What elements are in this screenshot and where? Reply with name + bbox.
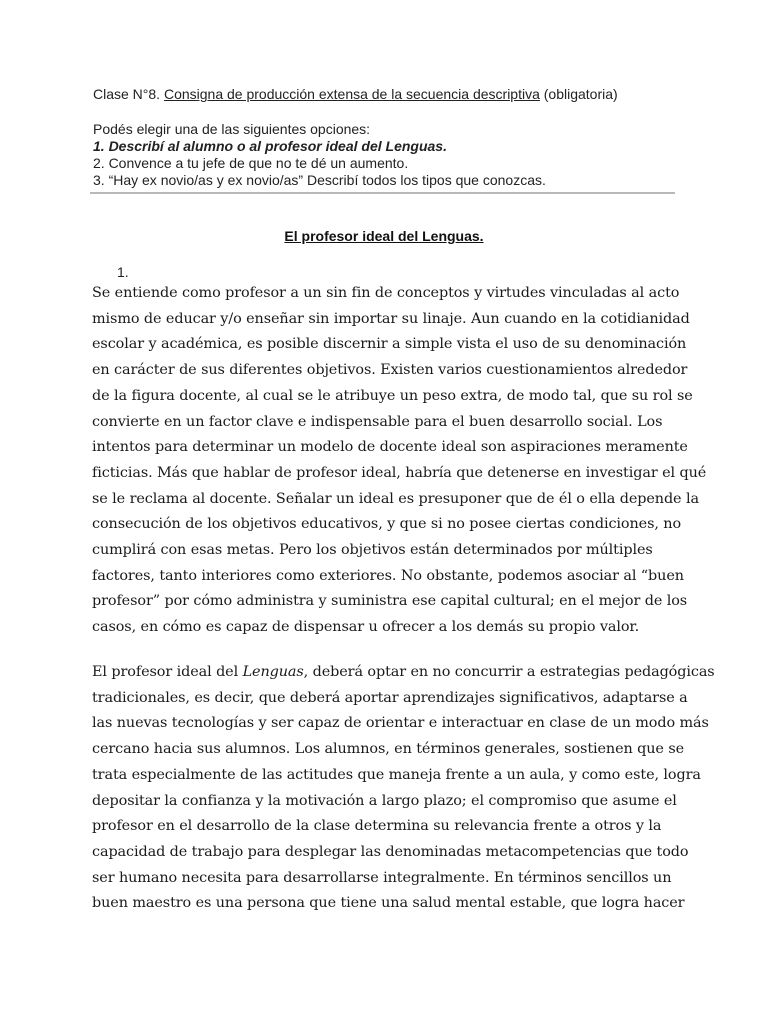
- paragraph-1-line: factores, tanto interiores como exteriores. No obstante, podemos asociar al “buen: [92, 567, 684, 584]
- paragraph-1-line: cumplirá con esas metas. Pero los objetivos están determinados por múltiples: [92, 542, 653, 559]
- paragraph-1-line: en carácter de sus diferentes objetivos. Existen varios cuestionamientos alrededor: [92, 362, 688, 379]
- paragraph-2-line: las nuevas tecnologías y ser capaz de orientar e interactuar en clase de un modo más: [92, 715, 709, 732]
- paragraph-2-line: cercano hacia sus alumnos. Los alumnos, en términos generales, sostienen que se: [92, 741, 685, 758]
- paragraph-1-line: casos, en cómo es capaz de dispensar u ofrecer a los demás su propio valor.: [92, 619, 640, 636]
- option-1: 1. Describí al alumno o al profesor ideal del Lenguas.: [93, 138, 447, 154]
- document-title: El profesor ideal del Lenguas.: [284, 228, 484, 244]
- paragraph-1-line: escolar y académica, es posible discernir a simple vista el uso de su denominación: [92, 336, 687, 353]
- paragraph-2: [92, 660, 715, 917]
- assignment-suffix: (obligatoria): [539, 86, 618, 102]
- paragraph-2-lead-rest: , deberá optar en no concurrir a estrategias pedagógicas: [303, 664, 715, 680]
- paragraph-2-lead: El profesor ideal del: [92, 664, 243, 680]
- paragraph-2-italic-word: Lenguas: [242, 664, 304, 680]
- option-2: 2. Convence a tu jefe de que no te dé un aumento.: [93, 155, 409, 171]
- option-3: 3. “Hay ex novio/as y ex novio/as” Describí todos los tipos que conozcas.: [93, 172, 546, 188]
- paragraph-2-line: ser humano necesita para desarrollarse integralmente. En términos sencillos un: [92, 869, 672, 886]
- options-intro: Podés elegir una de las siguientes opciones:: [93, 121, 371, 137]
- horizontal-divider: [90, 192, 675, 194]
- paragraph-1-line: se le reclama al docente. Señalar un ideal es presuponer que de él o ella depende la: [92, 490, 699, 507]
- paragraph-1: [92, 281, 707, 641]
- paragraph-1-line: profesor” por cómo administra y suministra ese capital cultural; en el mejor de los: [92, 593, 688, 610]
- class-prefix: Clase N°8.: [93, 86, 164, 102]
- paragraph-2-line: buen maestro es una persona que tiene una salud mental estable, que logra hacer: [92, 895, 685, 912]
- paragraph-2-line: trata especialmente de las actitudes que maneja frente a un aula, y como este, logra: [92, 766, 701, 783]
- options-block: [93, 121, 683, 189]
- paragraph-2-line: profesor en el desarrollo de la clase determina su relevancia frente a otros y la: [92, 818, 662, 835]
- paragraph-1-line: consecución de los objetivos educativos, y que si no posee ciertas condiciones, no: [92, 516, 682, 533]
- class-title-line: [93, 86, 683, 103]
- paragraph-2-line: capacidad de trabajo para desplegar las denominadas metacompetencias que todo: [92, 843, 689, 860]
- paragraph-2-line: depositar la confianza y la motivación a largo plazo; el compromiso que asume el: [92, 792, 677, 809]
- paragraph-1-line: convierte en un factor clave e indispensable para el buen desarrollo social. Los: [92, 413, 663, 430]
- paragraph-1-line: intentos para determinar un modelo de docente ideal son aspiraciones meramente: [92, 439, 688, 456]
- paragraph-2-line: [92, 660, 715, 686]
- paragraph-1-line: mismo de educar y/o enseñar sin importar su linaje. Aun cuando en la cotidianidad: [92, 310, 690, 327]
- list-number: 1.: [117, 264, 129, 280]
- assignment-title-link[interactable]: Consigna de producción extensa de la secuencia descriptiva: [163, 86, 540, 102]
- paragraph-1-line: ficticias. Más que hablar de profesor ideal, habría que detenerse en investigar el qué: [92, 464, 707, 481]
- paragraph-2-line: tradicionales, es decir, que deberá aportar aprendizajes significativos, adaptarse a: [92, 689, 688, 706]
- paragraph-1-line: Se entiende como profesor a un sin fin de conceptos y virtudes vinculadas al acto: [92, 285, 680, 301]
- paragraph-1-line: de la figura docente, al cual se le atribuye un peso extra, de modo tal, que su rol se: [92, 387, 693, 404]
- assignment-header: [93, 86, 683, 189]
